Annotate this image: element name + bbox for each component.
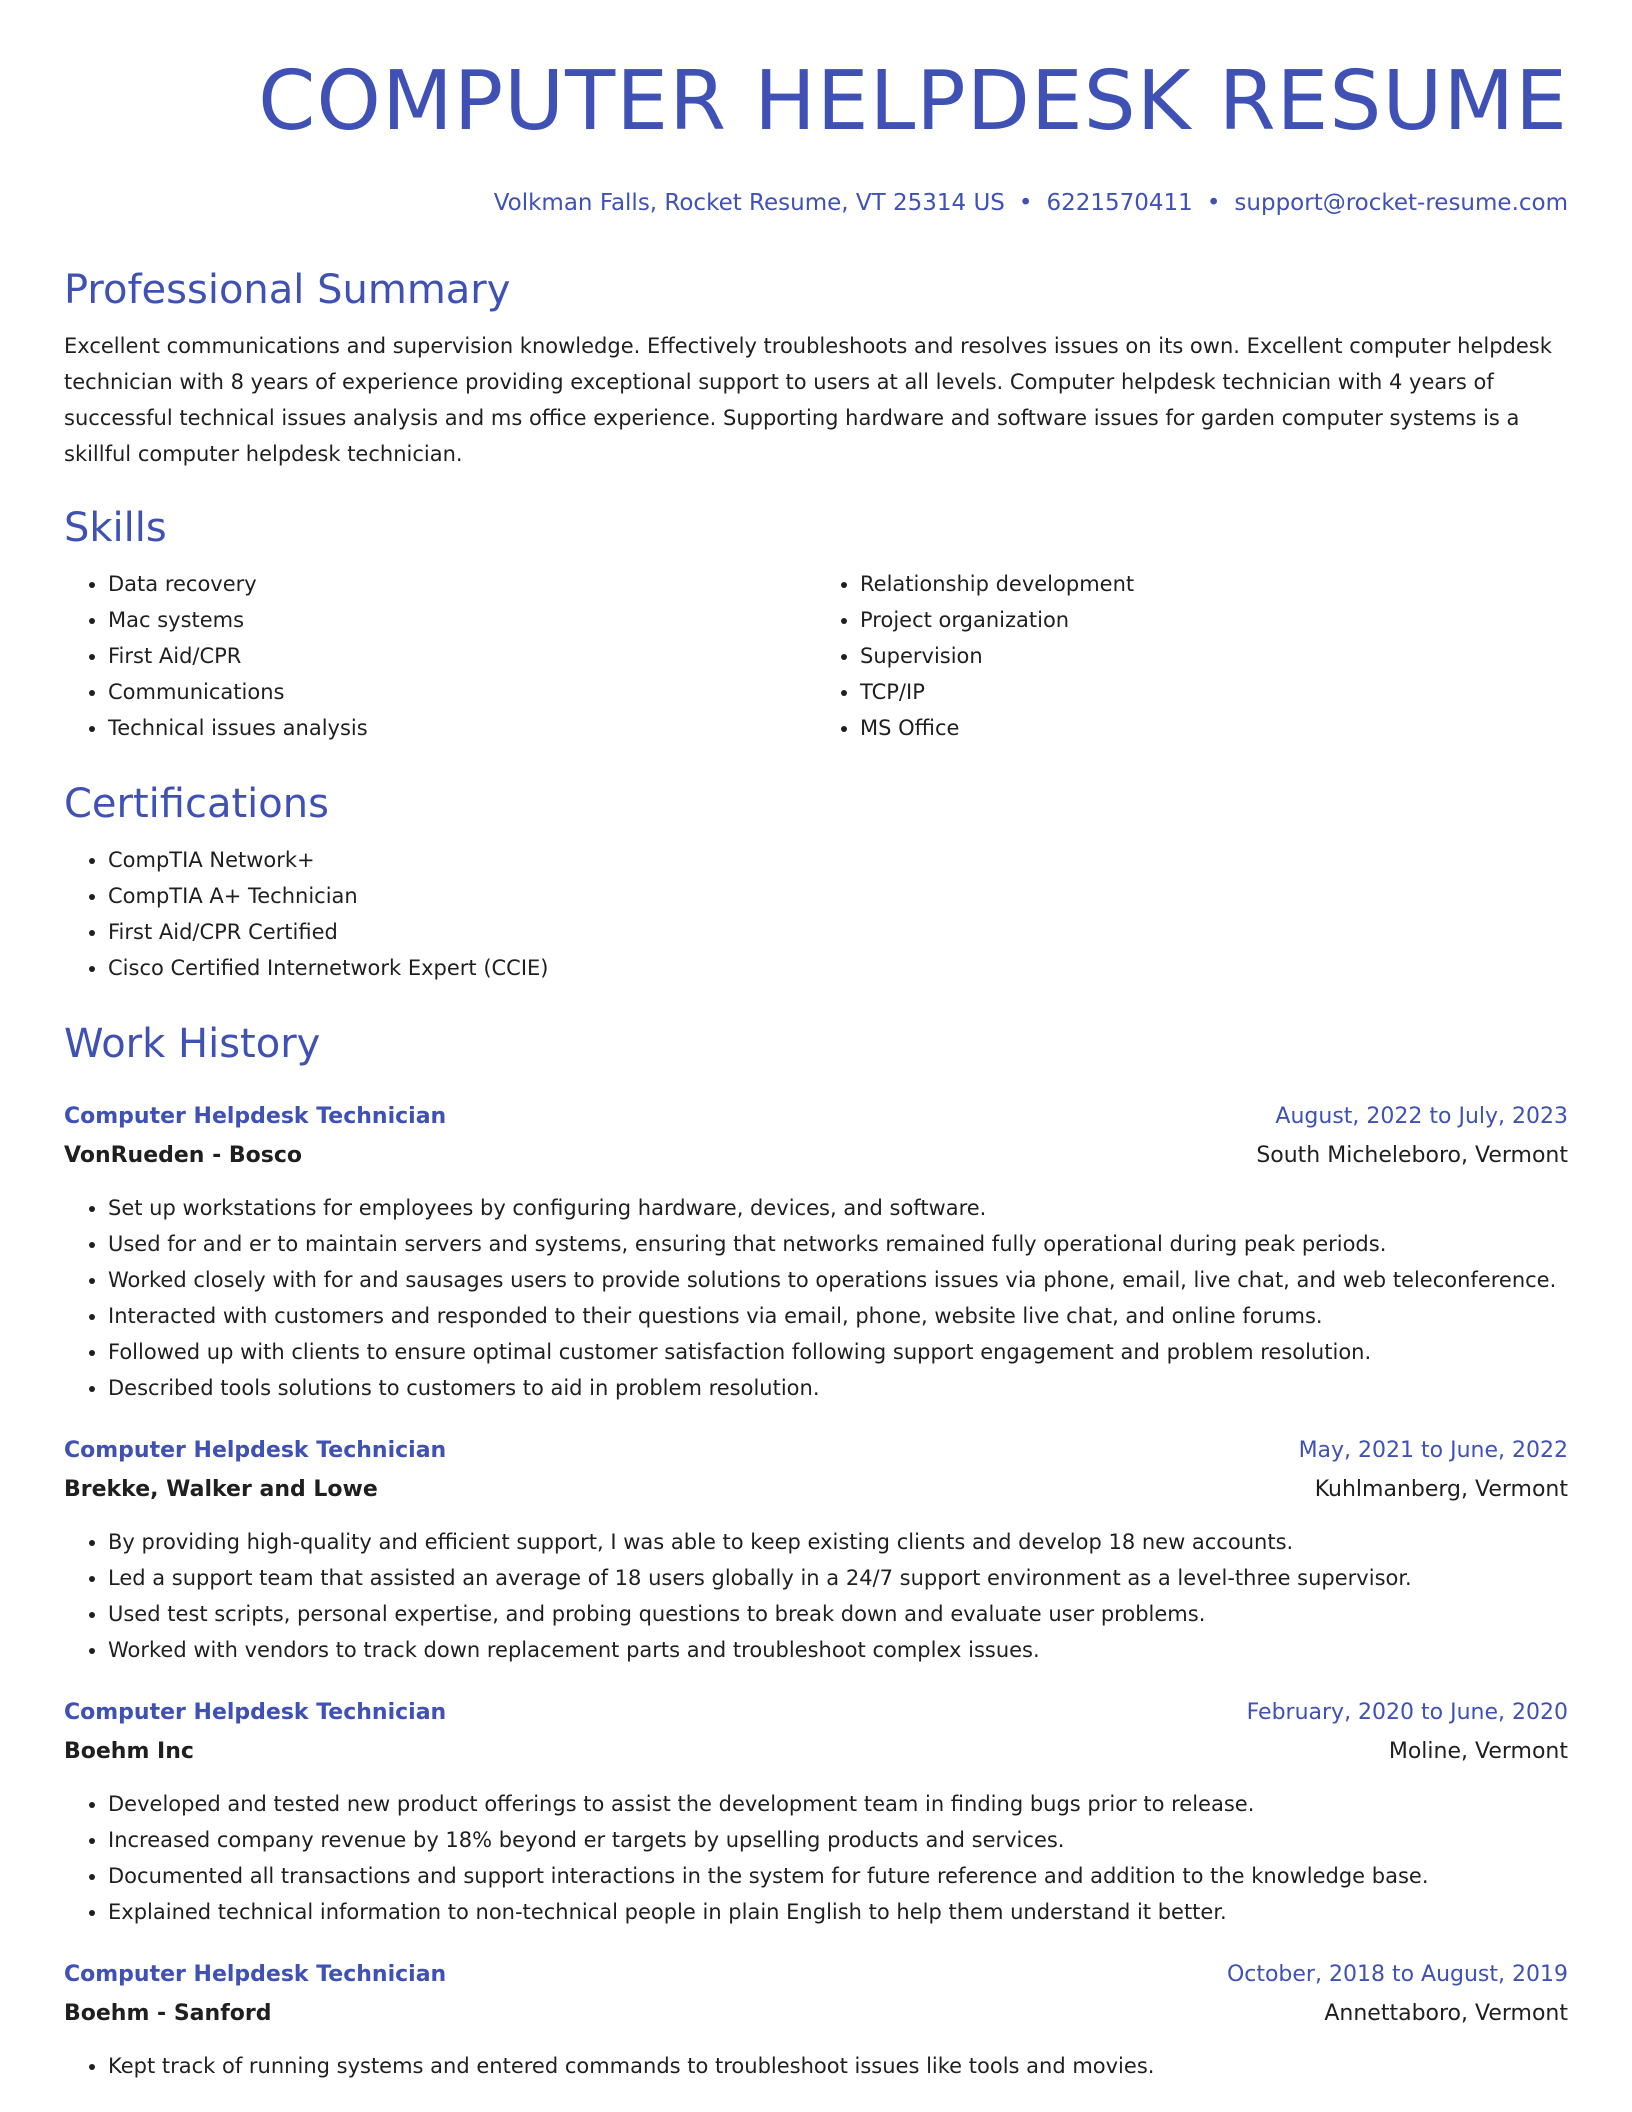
job-location: Moline, Vermont bbox=[1388, 1739, 1568, 1764]
job-location: Annettaboro, Vermont bbox=[1324, 2001, 1568, 2026]
job-bullets bbox=[64, 1786, 1568, 1930]
skill-item: • Relationship development bbox=[860, 566, 1568, 602]
job-company-row bbox=[64, 1136, 1568, 1176]
resume-title: COMPUTER HELPDESK RESUME bbox=[258, 54, 1568, 149]
job-title: Computer Helpdesk Technician bbox=[64, 1700, 447, 1725]
skill-item: • First Aid/CPR bbox=[108, 638, 816, 674]
skill-item: • Mac systems bbox=[108, 602, 816, 638]
job-title: Computer Helpdesk Technician bbox=[64, 1104, 447, 1129]
skill-item: • TCP/IP bbox=[860, 674, 1568, 710]
contact-phone: 6221570411 bbox=[1046, 190, 1193, 216]
job-title-row bbox=[64, 1956, 1568, 1994]
contact-separator: • bbox=[1206, 190, 1221, 216]
job-bullet: • Increased company revenue by 18% beyond er targets by upselling products and services. bbox=[108, 1822, 1568, 1858]
work-history-heading: Work History bbox=[64, 1021, 321, 1067]
contact-address: Volkman Falls, Rocket Resume, VT 25314 US bbox=[493, 190, 1005, 216]
certifications-list bbox=[64, 842, 1568, 986]
job-bullet: • Explained technical information to non-technical people in plain English to help them understand it better. bbox=[108, 1894, 1568, 1930]
job-company: Boehm - Sanford bbox=[64, 2001, 272, 2026]
skills-columns bbox=[64, 566, 1568, 746]
job-company: VonRueden - Bosco bbox=[64, 1143, 303, 1168]
contact-line bbox=[258, 190, 1568, 216]
certification-item: • CompTIA Network+ bbox=[108, 842, 1568, 878]
job-bullet: • Kept track of running systems and entered commands to troubleshoot issues like tools and movies. bbox=[108, 2048, 1568, 2084]
skill-item: • Project organization bbox=[860, 602, 1568, 638]
certifications-heading: Certifications bbox=[64, 781, 329, 827]
job-bullet: • Worked with vendors to track down replacement parts and troubleshoot complex issues. bbox=[108, 1632, 1568, 1668]
certification-item: • CompTIA A+ Technician bbox=[108, 878, 1568, 914]
skills-list-right bbox=[816, 566, 1568, 746]
job-bullet: • Described tools solutions to customers to aid in problem resolution. bbox=[108, 1370, 1568, 1406]
professional-summary-heading: Professional Summary bbox=[64, 267, 511, 313]
job-bullets bbox=[64, 1524, 1568, 1668]
job-dates: February, 2020 to June, 2020 bbox=[1246, 1700, 1568, 1725]
job-title: Computer Helpdesk Technician bbox=[64, 1438, 447, 1463]
job-title-row bbox=[64, 1694, 1568, 1732]
resume-body bbox=[64, 262, 1568, 2084]
job-bullet: • Worked closely with for and sausages users to provide solutions to operations issues via phone, email, live chat, and web teleconference. bbox=[108, 1262, 1568, 1298]
job-dates: May, 2021 to June, 2022 bbox=[1298, 1438, 1568, 1463]
job-bullet: • Documented all transactions and support interactions in the system for future reference and addition to the knowledge base. bbox=[108, 1858, 1568, 1894]
job-bullets bbox=[64, 1190, 1568, 1406]
certification-item: • First Aid/CPR Certified bbox=[108, 914, 1568, 950]
job-company-row bbox=[64, 1732, 1568, 1772]
job-dates: August, 2022 to July, 2023 bbox=[1275, 1104, 1568, 1129]
job-bullet: • Developed and tested new product offerings to assist the development team in finding bugs prior to release. bbox=[108, 1786, 1568, 1822]
certification-item: • Cisco Certified Internetwork Expert (CCIE) bbox=[108, 950, 1568, 986]
resume-header bbox=[258, 52, 1568, 216]
job-company: Brekke, Walker and Lowe bbox=[64, 1477, 378, 1502]
job-title-row bbox=[64, 1098, 1568, 1136]
contact-email[interactable]: support@rocket-resume.com bbox=[1234, 190, 1568, 216]
job-bullet: • Used test scripts, personal expertise, and probing questions to break down and evaluate user problems. bbox=[108, 1596, 1568, 1632]
job-bullet: • Used for and er to maintain servers and systems, ensuring that networks remained fully operational during peak periods. bbox=[108, 1226, 1568, 1262]
skill-item: • Technical issues analysis bbox=[108, 710, 816, 746]
job-location: Kuhlmanberg, Vermont bbox=[1314, 1477, 1568, 1502]
job-bullets bbox=[64, 2048, 1568, 2084]
skill-item: • Data recovery bbox=[108, 566, 816, 602]
job-location: South Micheleboro, Vermont bbox=[1256, 1143, 1568, 1168]
job-bullet: • By providing high-quality and efficient support, I was able to keep existing clients and develop 18 new accounts. bbox=[108, 1524, 1568, 1560]
job-bullet: • Followed up with clients to ensure optimal customer satisfaction following support engagement and problem resolution. bbox=[108, 1334, 1568, 1370]
work-history-section bbox=[64, 1016, 1568, 2084]
job-title-row bbox=[64, 1432, 1568, 1470]
skill-item: • Communications bbox=[108, 674, 816, 710]
job-company-row bbox=[64, 1994, 1568, 2034]
skill-item: • Supervision bbox=[860, 638, 1568, 674]
job-company-row bbox=[64, 1470, 1568, 1510]
professional-summary-section bbox=[64, 262, 1568, 472]
job-bullet: • Led a support team that assisted an average of 18 users globally in a 24/7 support environment as a level-three supervisor. bbox=[108, 1560, 1568, 1596]
job-title: Computer Helpdesk Technician bbox=[64, 1962, 447, 1987]
professional-summary-text: Excellent communications and supervision knowledge. Effectively troubleshoots and resolves issues on its own. Excellent computer helpdesk technician with 8 years of experience providing exceptional support to users at all levels. Computer helpdesk technician with 4 years of successful technical issues analysis and ms office experience. Supporting hardware and software issues for garden computer systems is a skillful computer helpdesk technician. bbox=[64, 334, 1552, 466]
job-entry bbox=[64, 1098, 1568, 1406]
skill-item: • MS Office bbox=[860, 710, 1568, 746]
skills-section bbox=[64, 500, 1568, 746]
job-bullet: • Interacted with customers and responded to their questions via email, phone, website live chat, and online forums. bbox=[108, 1298, 1568, 1334]
job-entry bbox=[64, 1694, 1568, 1930]
job-bullet: • Set up workstations for employees by configuring hardware, devices, and software. bbox=[108, 1190, 1568, 1226]
job-entry bbox=[64, 1432, 1568, 1668]
contact-separator: • bbox=[1018, 190, 1033, 216]
job-entry bbox=[64, 1956, 1568, 2084]
skills-list-left bbox=[64, 566, 816, 746]
job-dates: October, 2018 to August, 2019 bbox=[1226, 1962, 1568, 1987]
job-company: Boehm Inc bbox=[64, 1739, 194, 1764]
skills-heading: Skills bbox=[64, 505, 167, 551]
certifications-section bbox=[64, 776, 1568, 986]
